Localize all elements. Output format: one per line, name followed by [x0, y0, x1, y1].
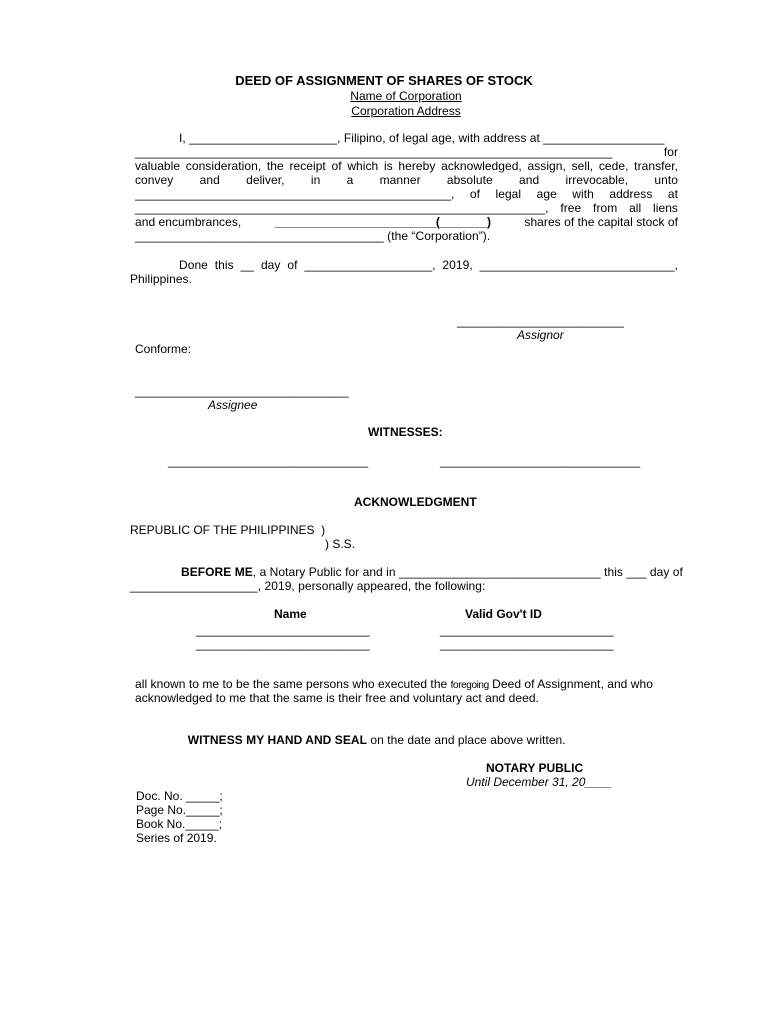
known-line-1: all known to me to be the same persons who executed the foregoing Deed of Assignment, and who — [135, 677, 653, 691]
doc-no: Doc. No. _____; — [136, 789, 223, 803]
witness-line-2: ______________________________ — [440, 454, 641, 468]
id-column-header: Valid Gov't ID — [465, 607, 542, 621]
deed-line-3: valuable consideration, the receipt of which is hereby acknowledged, assign, sell, cede, transfer, — [135, 159, 678, 173]
witnesses-heading: WITNESSES: — [368, 425, 443, 439]
corporation-address: Corporation Address — [351, 104, 461, 118]
corporation-name: Name of Corporation — [350, 89, 462, 103]
id-line-1: __________________________ — [440, 623, 614, 637]
deed-line-1: I, ______________________, Filipino, of legal age, with address at __________________ — [179, 131, 665, 145]
deed-line-8: _____________________________________ (the “Corporation”). — [135, 229, 491, 243]
page-no: Page No._____; — [136, 803, 223, 817]
republic-line: REPUBLIC OF THE PHILIPPINES ) — [130, 523, 326, 537]
book-no: Book No._____; — [136, 817, 223, 831]
assignee-label: Assignee — [208, 398, 258, 412]
notary-commission-until: Until December 31, 20____ — [466, 775, 613, 789]
done-line-2: Philippines. — [130, 272, 192, 286]
before-me-line-2: ___________________, 2019, personally appeared, the following: — [130, 579, 486, 593]
name-column-header: Name — [274, 607, 307, 621]
assignor-signature-line: _________________________ — [457, 314, 624, 328]
deed-line-5: _______________________________________________, of legal age with address at — [135, 187, 678, 201]
notary-public-label: NOTARY PUBLIC — [486, 761, 584, 775]
acknowledgment-heading: ACKNOWLEDGMENT — [354, 495, 477, 509]
before-me-line: BEFORE ME , a Notary Public for and in ______________________________ this ___ day of — [181, 565, 683, 579]
id-line-2: __________________________ — [440, 637, 614, 651]
deed-line-7: and encumbrances, ________________________(_______) shares of the capital stock of — [135, 215, 678, 229]
done-line-1: Done this __ day of ___________________, 2019, _____________________________, — [179, 258, 678, 272]
witness-hand-seal-line: WITNESS MY HAND AND SEAL on the date and place above written. — [187, 733, 566, 747]
deed-line-6: _____________________________________________________________, free from all liens — [135, 201, 678, 215]
assignor-label: Assignor — [517, 328, 564, 342]
deed-line-4: convey and deliver, in a manner absolute and irrevocable, unto — [135, 173, 678, 187]
conforme-label: Conforme: — [135, 342, 192, 356]
document-title: DEED OF ASSIGNMENT OF SHARES OF STOCK — [235, 73, 533, 88]
deed-line-2: _______________________________________________________________________ for — [135, 145, 678, 159]
witness-line-1: ______________________________ — [168, 454, 369, 468]
ss-line: ) S.S. — [325, 537, 356, 551]
assignee-signature-line: ________________________________ — [135, 384, 349, 398]
name-line-2: __________________________ — [196, 637, 370, 651]
name-line-1: __________________________ — [196, 623, 370, 637]
known-line-2: acknowledged to me that the same is their free and voluntary act and deed. — [135, 691, 539, 705]
series: Series of 2019. — [136, 831, 217, 845]
